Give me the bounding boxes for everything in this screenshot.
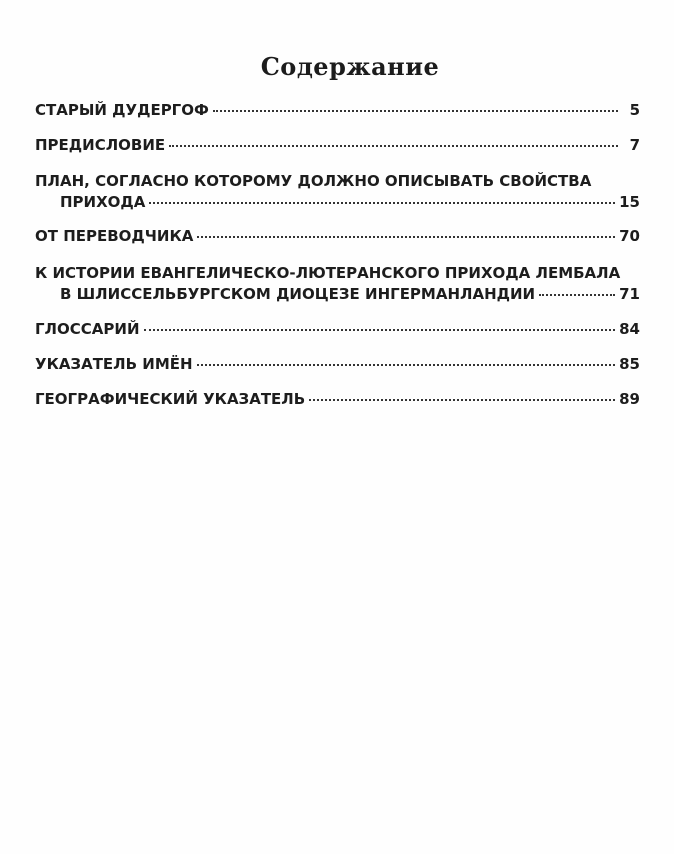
toc-entry-title-line-1: ПЛАН, СОГЛАСНО КОТОРОМУ ДОЛЖНО ОПИСЫВАТЬ СВОЙСТВА [35, 172, 592, 190]
toc-entry [35, 354, 640, 375]
dot-leader [149, 202, 615, 204]
dot-leader [197, 236, 615, 238]
toc-entry [35, 135, 640, 156]
toc-page-number: 70 [619, 227, 640, 245]
dot-leader [539, 294, 615, 296]
dot-leader [213, 110, 618, 112]
toc-entry-title: УКАЗАТЕЛЬ ИМЁН [35, 355, 193, 373]
toc-entry-line [35, 226, 640, 247]
toc-entry-title-line-2: В ШЛИССЕЛЬБУРГСКОМ ДИОЦЕЗЕ ИНГЕРМАНЛАНДИИ [60, 285, 536, 303]
toc-entry-title-line-1: К ИСТОРИИ ЕВАНГЕЛИЧЕСКО-ЛЮТЕРАНСКОГО ПРИХОДА ЛЕМБАЛА [35, 264, 621, 282]
toc-page-number: 84 [619, 320, 640, 338]
toc-page-number: 15 [619, 193, 640, 211]
toc-entry-line [35, 354, 640, 375]
toc-entry-line [35, 319, 640, 340]
dot-leader [169, 145, 618, 147]
toc-entry-title: ГЛОССАРИЙ [35, 320, 140, 338]
toc-entry [35, 389, 640, 410]
toc-entry [35, 319, 640, 340]
toc-page-number: 5 [629, 101, 640, 119]
dot-leader [144, 329, 616, 331]
toc-entry-line [35, 284, 640, 305]
page-title: Содержание [260, 52, 440, 81]
toc-page-number: 71 [619, 285, 640, 303]
toc-entry-title: СТАРЫЙ ДУДЕРГОФ [35, 101, 209, 119]
dot-leader [309, 399, 615, 401]
toc-entry-title: ГЕОГРАФИЧЕСКИЙ УКАЗАТЕЛЬ [35, 390, 306, 408]
toc-page-number: 89 [619, 390, 640, 408]
toc-entry-line [35, 389, 640, 410]
toc-page-number: 7 [629, 136, 640, 154]
toc-entry-line [35, 100, 640, 121]
toc-entry [35, 171, 640, 213]
toc-entry-title: ПРЕДИСЛОВИЕ [35, 136, 166, 154]
toc-entry [35, 226, 640, 247]
toc-entry-title-line-2: ПРИХОДА [60, 193, 146, 211]
toc-entry-title: ОТ ПЕРЕВОДЧИКА [35, 227, 194, 245]
toc-entry [35, 263, 640, 305]
dot-leader [197, 364, 616, 366]
toc-entry-line [35, 192, 640, 213]
toc-page-number: 85 [619, 355, 640, 373]
toc-entry-line [35, 135, 640, 156]
toc-entry [35, 100, 640, 121]
table-of-contents [35, 100, 640, 410]
